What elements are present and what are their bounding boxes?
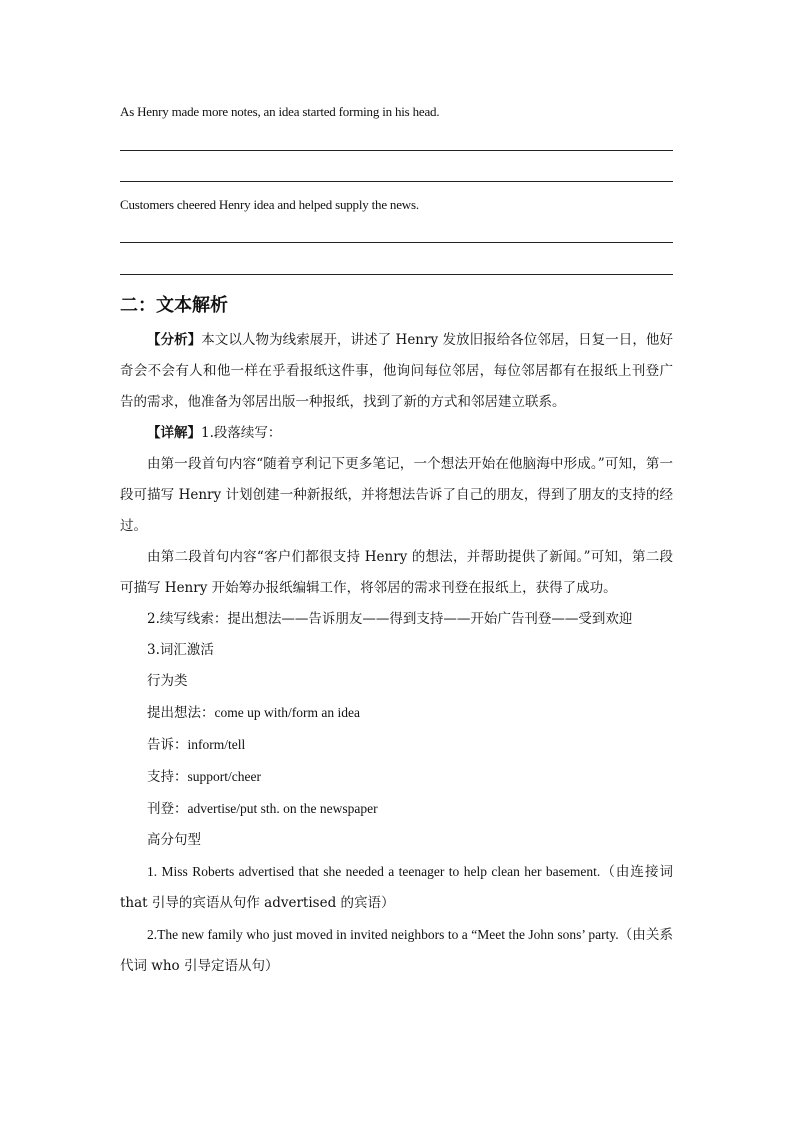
sentence-en: 2.The new family who just moved in invited neighbors to a “Meet the John sons’ party. bbox=[147, 927, 619, 942]
vocab-item bbox=[120, 729, 673, 761]
detail-paragraph-2: 由第二段首句内容“客户们都很支持 Henry 的想法，并帮助提供了新闻。”可知，第二段可描写 Henry 开始筹办报纸编辑工作，将邻居的需求刊登在报纸上，获得了成功。 bbox=[120, 549, 673, 596]
vocab-en: come up with/form an idea bbox=[214, 705, 360, 720]
detail-paragraph-1: 由第一段首句内容“随着亨利记下更多笔记，一个想法开始在他脑海中形成。”可知，第一段可描写 Henry 计划创建一种新报纸，并将想法告诉了自己的朋友，得到了朋友的支持的经过。 bbox=[120, 456, 673, 534]
sentence-example-1 bbox=[120, 856, 673, 919]
vocab-cn: 告诉： bbox=[147, 737, 188, 753]
sentence-en: 1. Miss Roberts advertised that she needed a teenager to help clean her basement. bbox=[147, 864, 601, 879]
vocab-title: 3.词汇激活 bbox=[147, 642, 214, 658]
vocab-category-sentence: 高分句型 bbox=[147, 832, 201, 848]
detail-title: 1.段落续写： bbox=[201, 425, 282, 441]
detail-heading bbox=[120, 418, 673, 449]
detail-label: 【详解】 bbox=[147, 425, 201, 441]
vocab-en: inform/tell bbox=[187, 737, 246, 752]
vocab-cn: 刊登： bbox=[147, 801, 188, 817]
writing-line bbox=[120, 150, 673, 151]
analysis-body bbox=[120, 325, 673, 982]
section-heading: 二：文本解析 bbox=[120, 295, 228, 316]
vocab-category-action: 行为类 bbox=[147, 673, 188, 689]
vocab-en: advertise/put sth. on the newspaper bbox=[187, 801, 378, 816]
writing-clue: 2.续写线索：提出想法——告诉朋友——得到支持——开始广告刊登——受到欢迎 bbox=[147, 611, 633, 627]
vocab-cn: 支持： bbox=[147, 769, 188, 785]
analysis-text: 本文以人物为线索展开，讲述了 Henry 发放旧报给各位邻居，日复一日，他好奇会不会有人和他一样在乎看报纸这件事，他询问每位邻居，每位邻居都有在报纸上刊登广告的需求，他准备为邻居出版一种报纸，找到了新的方式和邻居建立联系。 bbox=[120, 332, 673, 410]
continuation-prompt-1: As Henry made more notes, an idea started forming in his head. bbox=[120, 104, 440, 119]
sentence-note: （由连接词 that 引导的宾语从句作 advertised 的宾语） bbox=[120, 864, 673, 911]
vocab-item bbox=[120, 761, 673, 793]
sentence-example-2 bbox=[120, 919, 673, 982]
writing-line bbox=[120, 242, 673, 243]
continuation-prompt-2: Customers cheered Henry idea and helped supply the news. bbox=[120, 197, 419, 212]
vocab-item bbox=[120, 793, 673, 825]
vocab-cn: 提出想法： bbox=[147, 705, 215, 721]
sentence-note: （由关系代词 who 引导定语从句） bbox=[120, 927, 673, 974]
analysis-label: 【分析】 bbox=[147, 332, 202, 348]
vocab-item bbox=[120, 697, 673, 729]
writing-line bbox=[120, 274, 673, 275]
analysis-paragraph bbox=[120, 325, 673, 418]
vocab-en: support/cheer bbox=[187, 769, 261, 784]
writing-line bbox=[120, 181, 673, 182]
